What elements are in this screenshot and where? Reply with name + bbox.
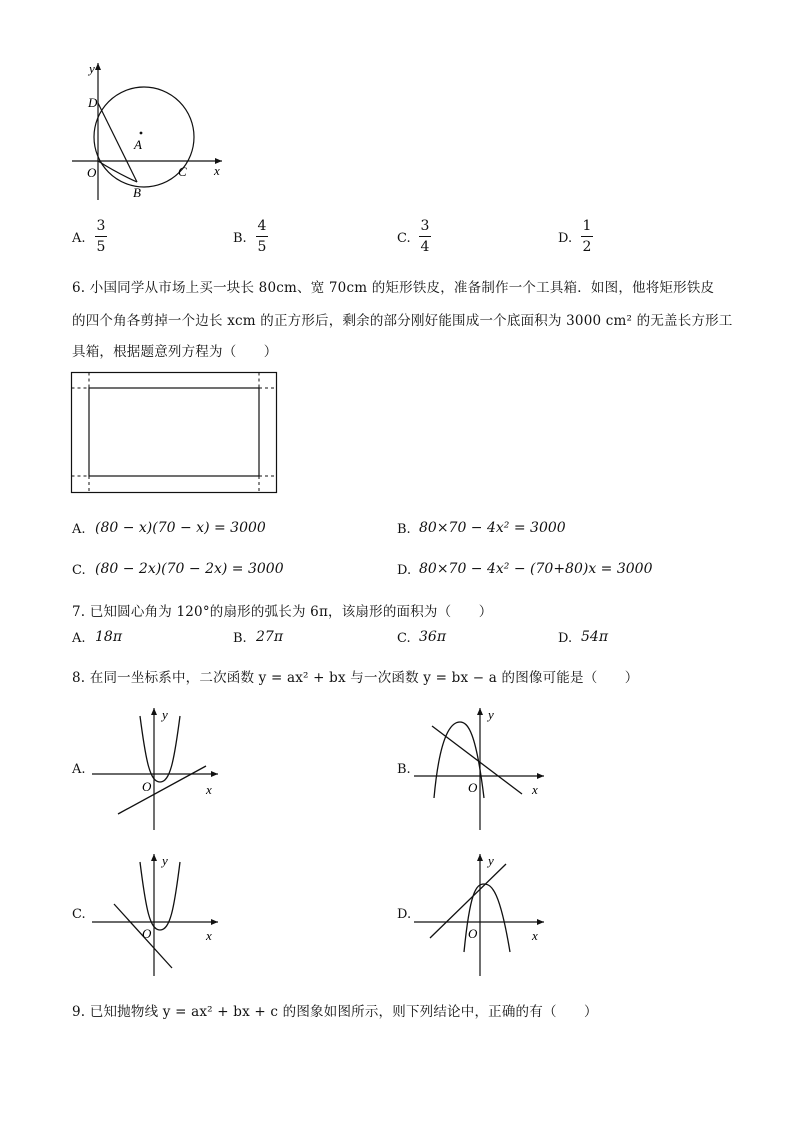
q7-option-d-label: D.	[558, 631, 573, 646]
q8d-y-label: y	[488, 853, 494, 868]
denominator: 5	[257, 239, 267, 255]
q7-option-c-value: 36π	[419, 629, 447, 645]
q8c-y-label: y	[162, 853, 168, 868]
q5-option-b-fraction	[256, 218, 268, 255]
q5-option-d-fraction	[581, 218, 593, 255]
q8-graph-b-label: B.	[397, 762, 411, 777]
q7-option-c-label: C.	[397, 631, 411, 646]
fig1-d-label: D	[88, 95, 98, 110]
q6-option-b-equation: 80×70 − 4x² = 3000	[419, 520, 566, 536]
q8d-o-label: O	[468, 926, 478, 941]
q6-stem-line3: 具箱，根据题意列方程为（ ）	[72, 344, 278, 360]
q8d-x-label: x	[532, 928, 538, 943]
q6-stem-line1: 6. 小国同学从市场上买一块长 80cm、宽 70cm 的矩形铁皮，准备制作一个工具箱．如图，他将矩形铁皮	[72, 280, 715, 296]
q8a-o-label: O	[142, 779, 152, 794]
q7-option-b-label: B.	[233, 631, 247, 646]
denominator: 5	[96, 239, 106, 255]
q7-option-a-label: A.	[72, 631, 86, 646]
q5-option-b-label: B.	[233, 231, 247, 246]
numerator: 3	[420, 218, 430, 234]
q6-stem-line2: 的四个角各剪掉一个边长 xcm 的正方形后，剩余的部分刚好能围成一个底面积为 3000 cm² 的无盖长方形工	[72, 313, 733, 329]
q8c-x-label: x	[206, 928, 212, 943]
fig1-a-label: A	[134, 137, 142, 152]
q8-graph-b	[410, 702, 550, 832]
q6-option-a-label: A.	[72, 522, 86, 537]
q7-stem: 7. 已知圆心角为 120°的扇形的弧长为 6π，该扇形的面积为（ ）	[72, 604, 493, 620]
fig1-c-label: C	[178, 164, 187, 179]
fig1-x-label: x	[214, 163, 220, 178]
q8b-y-label: y	[488, 707, 494, 722]
q5-option-a-label: A.	[72, 231, 86, 246]
q5-option-a-fraction	[95, 218, 107, 255]
q6-option-b-label: B.	[397, 522, 411, 537]
denominator: 2	[582, 239, 592, 255]
numerator: 4	[257, 218, 267, 234]
q8-graph-c	[88, 848, 228, 978]
q6-option-c-label: C.	[72, 563, 86, 578]
circle-figure	[62, 55, 232, 205]
q5-option-d-label: D.	[558, 231, 573, 246]
denominator: 4	[420, 239, 430, 255]
q5-option-c-label: C.	[397, 231, 411, 246]
q8-graph-a	[88, 702, 228, 832]
q9-stem: 9. 已知抛物线 y = ax² + bx + c 的图象如图所示，则下列结论中，正确的有（ ）	[72, 1004, 598, 1020]
fig1-b-label: B	[133, 185, 141, 200]
numerator: 3	[96, 218, 106, 234]
q8a-x-label: x	[206, 782, 212, 797]
q5-option-c-fraction	[419, 218, 431, 255]
q8b-x-label: x	[532, 782, 538, 797]
q7-option-b-value: 27π	[256, 629, 284, 645]
q8c-o-label: O	[142, 926, 152, 941]
iron-sheet-figure	[70, 371, 280, 495]
q8-stem: 8. 在同一坐标系中，二次函数 y = ax² + bx 与一次函数 y = bx − a 的图像可能是（ ）	[72, 670, 639, 686]
q8-graph-d	[410, 848, 550, 978]
q8-graph-d-label: D.	[397, 907, 412, 922]
q6-option-a-equation: (80 − x)(70 − x) = 3000	[95, 520, 266, 536]
q8a-y-label: y	[162, 707, 168, 722]
q7-option-a-value: 18π	[95, 629, 123, 645]
fig1-o-label: O	[87, 165, 97, 180]
q6-option-c-equation: (80 − 2x)(70 − 2x) = 3000	[95, 561, 284, 577]
q8-graph-c-label: C.	[72, 907, 86, 922]
numerator: 1	[582, 218, 592, 234]
q6-option-d-label: D.	[397, 563, 412, 578]
q7-option-d-value: 54π	[581, 629, 609, 645]
fig1-y-label: y	[89, 61, 95, 76]
q6-option-d-equation: 80×70 − 4x² − (70+80)x = 3000	[419, 561, 653, 577]
q8-graph-a-label: A.	[72, 762, 86, 777]
q8b-o-label: O	[468, 780, 478, 795]
